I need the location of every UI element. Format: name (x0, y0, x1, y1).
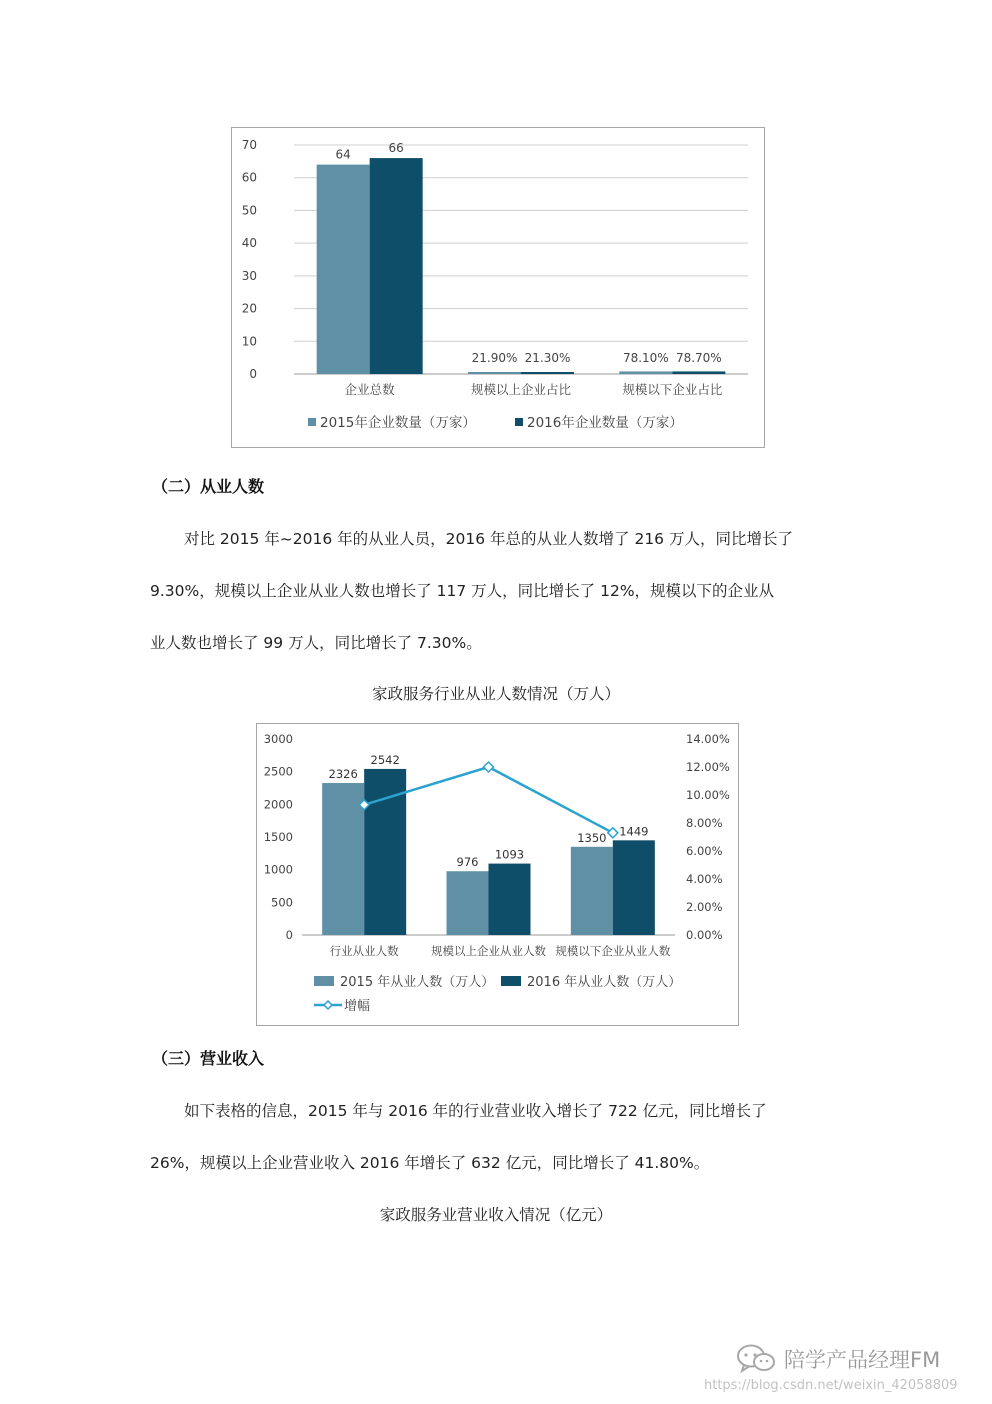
bar (317, 165, 370, 374)
section2-para-line3: 业人数也增长了 99 万人，同比增长了 7.30%。 (150, 634, 482, 652)
section2-heading: （二）从业人数 (152, 477, 265, 496)
y-tick-label-right: 10.00% (686, 788, 730, 802)
x-tick-label: 行业从业人数 (329, 944, 399, 958)
employees-chart-svg (257, 724, 738, 1025)
y-tick-label-right: 8.00% (686, 816, 723, 830)
data-label: 21.30% (524, 351, 571, 365)
bar (613, 840, 655, 935)
legend-label: 增幅 (344, 999, 371, 1014)
bar (672, 371, 725, 374)
company-count-chart-svg (232, 128, 764, 447)
watermark-account-name: 陪学产品经理FM (784, 1348, 941, 1372)
section3-para-line1: 如下表格的信息，2015 年与 2016 年的行业营业收入增长了 722 亿元，同比增长了 (184, 1102, 767, 1120)
data-label: 1350 (577, 830, 607, 845)
bar (370, 158, 423, 374)
legend-swatch (314, 976, 334, 986)
data-label: 2326 (328, 767, 358, 782)
y-tick-label-right: 4.00% (686, 872, 723, 886)
x-tick-label: 规模以上企业占比 (470, 382, 572, 397)
wechat-icon (736, 1343, 778, 1379)
section3-para-line2: 26%，规模以上企业营业收入 2016 年增长了 632 亿元，同比增长了 41.80%。 (150, 1154, 710, 1172)
y-tick-label-left: 2000 (263, 797, 293, 812)
legend-label: 2016年企业数量（万家） (527, 415, 683, 431)
y-tick-label: 70 (241, 138, 257, 152)
y-tick-label-right: 2.00% (686, 900, 723, 914)
y-tick-label: 0 (249, 367, 257, 381)
y-tick-label-left: 2500 (263, 764, 293, 779)
y-tick-label-right: 14.00% (686, 732, 730, 746)
data-label: 21.90% (471, 351, 518, 365)
y-tick-label: 30 (241, 268, 257, 283)
y-tick-label: 60 (241, 170, 257, 185)
legend-swatch (515, 418, 523, 426)
legend-label: 2015年企业数量（万家） (320, 415, 476, 431)
y-tick-label-left: 3000 (263, 732, 293, 746)
y-tick-label-left: 1500 (263, 830, 293, 844)
x-tick-label: 规模以上企业从业人数 (431, 944, 546, 958)
bar (619, 371, 672, 374)
data-label: 1449 (619, 824, 649, 839)
y-tick-label: 10 (241, 334, 257, 349)
bar (521, 372, 574, 374)
data-label: 78.10% (622, 351, 669, 365)
y-tick-label-right: 12.00% (686, 760, 730, 774)
section2-para-line2: 9.30%，规模以上企业从业人数也增长了 117 万人，同比增长了 12%，规模以下的企业从 (150, 582, 775, 600)
y-tick-label-left: 500 (271, 895, 293, 910)
legend-swatch (308, 418, 316, 426)
legend-line-marker (324, 1001, 332, 1009)
bar (571, 847, 613, 935)
y-tick-label: 40 (241, 236, 257, 251)
line-marker (484, 762, 494, 772)
employees-chart (256, 723, 739, 1026)
legend-label: 2016 年从业人数（万人） (527, 975, 682, 990)
bar (489, 864, 531, 935)
y-tick-label: 50 (241, 203, 257, 218)
y-tick-label-left: 1000 (263, 862, 293, 877)
bar (468, 372, 521, 374)
data-label: 2542 (370, 752, 400, 767)
watermark-url: https://blog.csdn.net/weixin_42058809 (704, 1378, 958, 1393)
x-tick-label: 企业总数 (344, 382, 395, 397)
chart3-caption: 家政服务业营业收入情况（亿元） (379, 1206, 613, 1224)
y-tick-label-left: 0 (285, 928, 293, 942)
data-label: 78.70% (675, 351, 722, 365)
data-label: 64 (335, 147, 351, 162)
x-tick-label: 规模以下企业占比 (622, 382, 723, 397)
line-marker (608, 828, 618, 838)
bar (447, 871, 489, 935)
data-label: 1093 (494, 847, 525, 862)
section3-heading: （三）营业收入 (152, 1049, 265, 1068)
chart2-caption: 家政服务行业从业人数情况（万人） (371, 685, 620, 703)
x-tick-label: 规模以下企业从业人数 (555, 944, 671, 958)
legend-label: 2015 年从业人数（万人） (340, 975, 495, 990)
y-tick-label-right: 0.00% (686, 928, 723, 942)
y-tick-label-right: 6.00% (686, 844, 723, 858)
section2-para-line1: 对比 2015 年~2016 年的从业人员，2016 年总的从业人数增了 216 万人，同比增长了 (184, 530, 793, 548)
data-label: 976 (456, 855, 479, 870)
bar (322, 783, 364, 935)
y-tick-label: 20 (241, 301, 257, 316)
legend-swatch (501, 976, 521, 986)
company-count-chart (231, 127, 765, 448)
data-label: 66 (388, 141, 404, 156)
